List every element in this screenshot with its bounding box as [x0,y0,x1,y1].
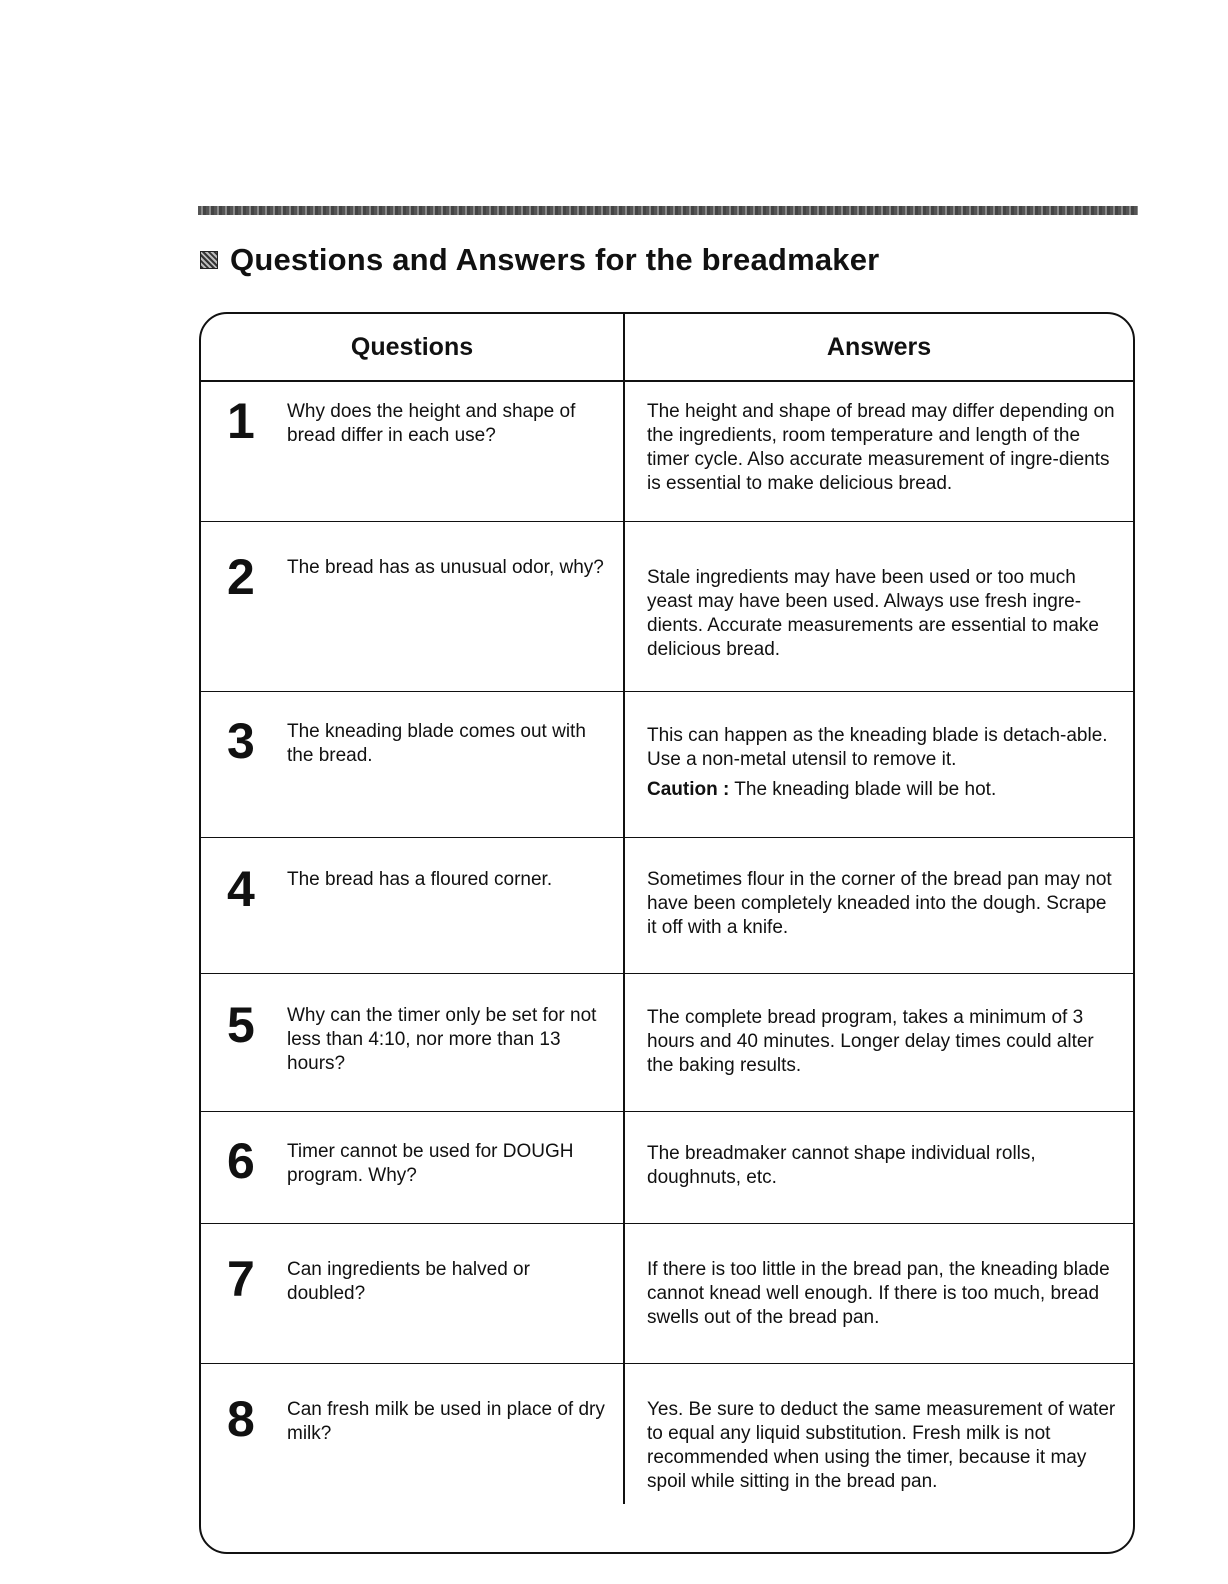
answer-cell: The height and shape of bread may differ depending on the ingredients, room temperature and length of the timer cycle. Also accurate measurement of ingre-dients is essential to make delicious bread. [647,401,1115,494]
answer-text: This can happen as the kneading blade is detach-able. Use a non-metal utensil to remove it. [647,725,1108,770]
question-text: Can fresh milk be used in place of dry milk? [287,1399,605,1444]
answer-cell: If there is too little in the bread pan, the kneading blade cannot knead well enough. If there is too much, bread swells out of the bread pan. [647,1259,1110,1328]
question-cell [201,522,625,691]
question-number: 2 [227,549,255,605]
question-number: 5 [227,997,255,1053]
question-number: 4 [227,861,255,917]
question-cell [201,1112,625,1223]
top-divider-rule [198,206,1138,215]
table-row [201,522,1133,692]
answer-cell: Sometimes flour in the corner of the bread pan may not have been completely kneaded into the dough. Scrape it off with a knife. [647,869,1112,938]
question-text: The bread has as unusual odor, why? [287,557,604,578]
answer-cell: Yes. Be sure to deduct the same measurement of water to equal any liquid substitution. Fresh milk is not recommended when using the timer, because it may spoil while sitting in the bread pan. [647,1399,1116,1492]
table-row [201,692,1133,838]
caution-note [647,778,1117,802]
question-number: 6 [227,1133,255,1189]
title-row [200,242,879,278]
question-text: Why can the timer only be set for not less than 4:10, nor more than 13 hours? [287,1005,597,1074]
question-text: Can ingredients be halved or doubled? [287,1259,530,1304]
answers-header: Answers [826,332,932,361]
qa-table [199,312,1135,1554]
caution-label: Caution : [647,779,730,800]
question-cell [201,1364,625,1504]
square-bullet-icon [200,251,218,269]
question-cell [201,838,625,973]
table-header-row [201,314,1133,382]
question-cell [201,974,625,1111]
table-row [201,1364,1133,1504]
caution-text: The kneading blade will be hot. [734,779,997,800]
question-text: The bread has a floured corner. [287,869,553,890]
page-title: Questions and Answers for the breadmaker [230,242,880,277]
answer-cell: The breadmaker cannot shape individual rolls, doughnuts, etc. [647,1143,1036,1188]
question-number: 3 [227,713,255,769]
question-number: 7 [227,1251,255,1307]
answer-cell [625,692,1133,837]
question-number: 1 [227,393,255,449]
questions-header: Questions [201,314,625,380]
table-row [201,382,1133,522]
question-cell [201,1224,625,1363]
question-cell [201,692,625,837]
question-text: The kneading blade comes out with the bread. [287,721,586,766]
table-row [201,974,1133,1112]
answer-cell: The complete bread program, takes a minimum of 3 hours and 40 minutes. Longer delay times could alter the baking results. [647,1007,1094,1076]
question-number: 8 [227,1391,255,1447]
question-cell [201,382,625,521]
question-text: Why does the height and shape of bread differ in each use? [287,401,576,446]
table-row [201,1224,1133,1364]
table-row [201,1112,1133,1224]
answer-cell: Stale ingredients may have been used or too much yeast may have been used. Always use fresh ingre-dients. Accurate measurements are essential to make delicious bread. [647,567,1100,660]
table-row [201,838,1133,974]
question-text: Timer cannot be used for DOUGH program. Why? [287,1141,574,1186]
